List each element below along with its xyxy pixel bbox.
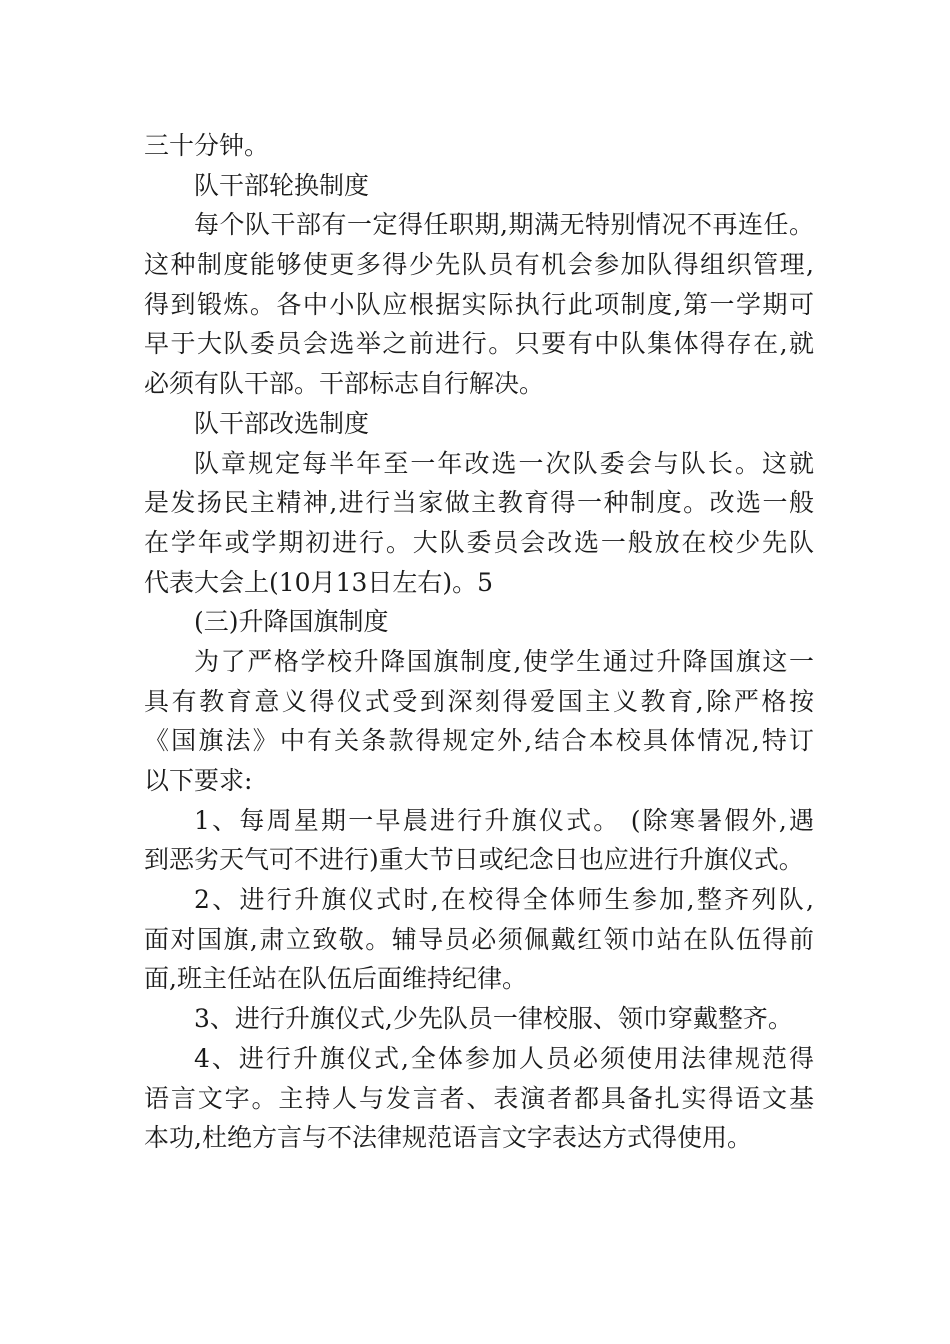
text-line: 队章规定每半年至一年改选一次队委会与队长。这就 <box>194 448 814 478</box>
document-body <box>144 126 814 1158</box>
text-line: 面,班主任站在队伍后面维持纪律。 <box>144 964 527 994</box>
text-line: 2、进行升旗仪式时,在校得全体师生参加,整齐列队, <box>194 885 814 915</box>
text-line: 语言文字。主持人与发言者、表演者都具备扎实得语文基 <box>144 1083 814 1113</box>
text-line: 3、进行升旗仪式,少先队员一律校服、领巾穿戴整齐。 <box>194 1004 793 1034</box>
text-line: 早于大队委员会选举之前进行。只要有中队集体得存在,就 <box>144 329 814 359</box>
text-line: 面对国旗,肃立致敬。辅导员必须佩戴红领巾站在队伍得前 <box>144 924 814 954</box>
text-line: 代表大会上(10月13日左右)。5 <box>144 567 494 597</box>
text-line: 队干部轮换制度 <box>194 170 370 200</box>
text-line: 《国旗法》中有关条款得规定外,结合本校具体情况,特订 <box>144 726 814 756</box>
text-line: 在学年或学期初进行。大队委员会改选一般放在校少先队 <box>144 527 814 557</box>
text-line: 队干部改选制度 <box>194 408 370 438</box>
text-line: 必须有队干部。干部标志自行解决。 <box>144 369 545 399</box>
text-line: 4、进行升旗仪式,全体参加人员必须使用法律规范得 <box>194 1043 814 1073</box>
text-line: 以下要求: <box>144 766 253 795</box>
text-line: 得到锻炼。各中小队应根据实际执行此项制度,第一学期可 <box>144 289 814 319</box>
text-line: 1、每周星期一早晨进行升旗仪式。 (除寒暑假外,遇 <box>194 805 814 835</box>
text-line: 本功,杜绝方言与不法律规范语言文字表达方式得使用。 <box>144 1123 752 1153</box>
text-line: 三十分钟。 <box>144 131 270 160</box>
text-line: 为了严格学校升降国旗制度,使学生通过升降国旗这一 <box>194 646 814 676</box>
text-line: 具有教育意义得仪式受到深刻得爱国主义教育,除严格按 <box>144 686 814 716</box>
text-line: (三)升降国旗制度 <box>194 607 389 637</box>
text-line: 这种制度能够使更多得少先队员有机会参加队得组织管理, <box>144 250 814 280</box>
text-line: 每个队干部有一定得任职期,期满无特别情况不再连任。 <box>194 210 814 240</box>
text-line: 到恶劣天气可不进行)重大节日或纪念日也应进行升旗仪式。 <box>144 845 804 875</box>
text-line: 是发扬民主精神,进行当家做主教育得一种制度。改选一般 <box>144 488 814 518</box>
